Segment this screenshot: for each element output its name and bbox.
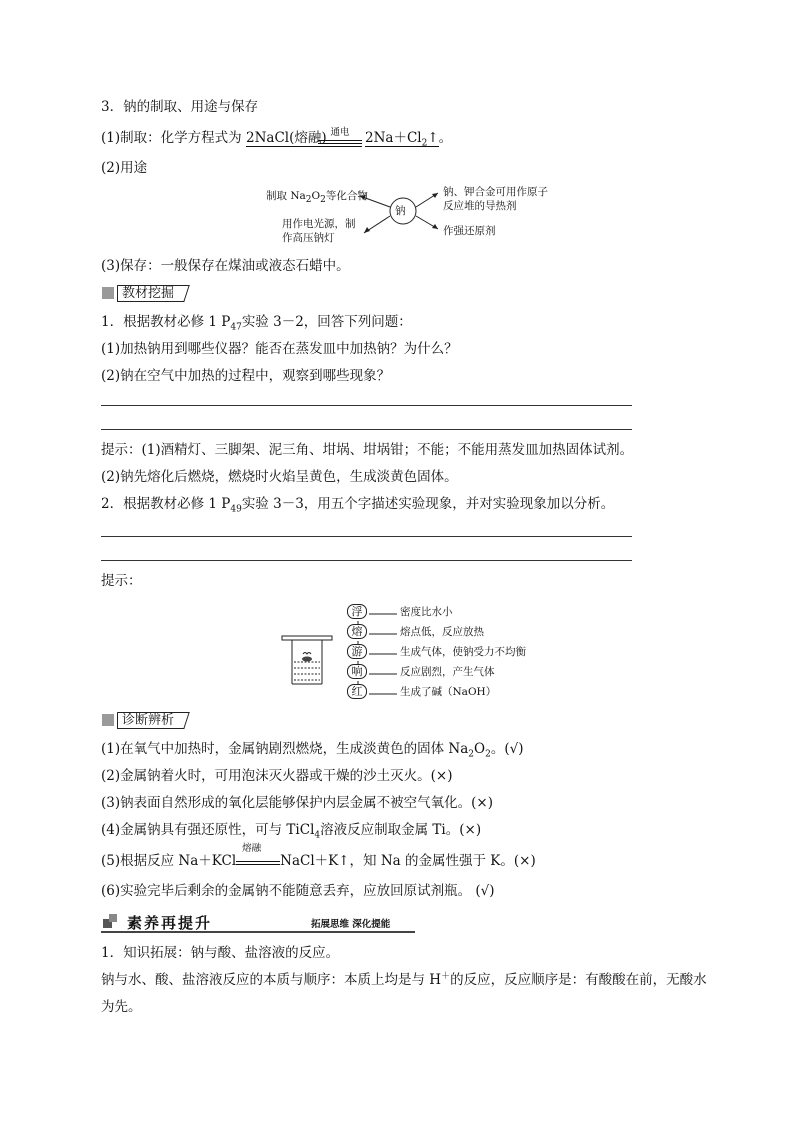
extension-body: 钠与水、酸、盐溶液反应的本质与顺序：本质上均是与 H＋的反应，反应顺序是：有酸酸在前，无酸水 bbox=[101, 971, 707, 988]
answer-line bbox=[101, 429, 632, 430]
phenomenon-desc: 熔点低，反应放热 bbox=[400, 626, 484, 638]
question-1-part-2: (2)钠在空气中加热的过程中，观察到哪些现象？ bbox=[101, 368, 391, 384]
diagnosis-item: (3)钠表面自然形成的氧化层能够保护内层金属不被空气氧化。(×) bbox=[101, 795, 493, 811]
section-tag-diagnosis bbox=[102, 711, 184, 729]
prep-rhs: $2Na+Cl_2↑$。 bbox=[365, 130, 453, 149]
section-banner bbox=[101, 912, 415, 932]
tag-square-icon bbox=[102, 287, 114, 299]
diagnosis-item: (2)金属钠着火时，可用泡沫灭火器或干燥的沙土灭火。(×) bbox=[101, 768, 453, 784]
banner-icon bbox=[103, 914, 117, 928]
diagnosis-item: (4)金属钠具有强还原性，可与 TiCl$_4$溶液反应制取金属 Ti。(×) bbox=[101, 822, 482, 841]
diagram-left-top: 制取 $Na_2O_2$等化合物 bbox=[266, 190, 368, 206]
sodium-piece bbox=[302, 657, 312, 662]
diagram-right-top-2: 反应堆的导热剂 bbox=[443, 200, 517, 212]
section-tag-textbook bbox=[102, 284, 184, 302]
section-heading: 3．钠的制取、用途与保存 bbox=[101, 99, 259, 115]
phenomenon-desc: 密度比水小 bbox=[400, 606, 453, 618]
phenomenon-desc: 生成气体，使钠受力不均衡 bbox=[400, 646, 526, 658]
answer-line bbox=[101, 405, 632, 406]
use-label: (2)用途 bbox=[101, 160, 148, 176]
phenomenon-char: 熔 bbox=[347, 624, 367, 639]
phenomenon-char: 红 bbox=[347, 684, 367, 699]
diagram-left-bottom-1: 用作电光源，制 bbox=[282, 218, 356, 230]
storage-line: (3)保存：一般保存在煤油或液态石蜡中。 bbox=[101, 258, 350, 274]
hint-2-label: 提示： bbox=[101, 573, 142, 589]
question-2: 2．根据教材必修 1 $P_{49}$实验 3－3，用五个字描述实验现象，并对实验现象加以分析。 bbox=[101, 496, 615, 515]
hint-1-part-2: (2)钠先熔化后燃烧，燃烧时火焰呈黄色，生成淡黄色固体。 bbox=[101, 469, 458, 485]
preparation-line bbox=[101, 129, 242, 147]
prep-lhs: 2NaCl(熔融) bbox=[246, 130, 327, 146]
beaker-lid bbox=[282, 636, 332, 640]
melt-condition: 熔融 bbox=[236, 852, 280, 870]
tag-square-icon bbox=[102, 714, 114, 726]
tag-label: 教材挖掘 bbox=[117, 285, 184, 302]
tag-label: 诊断辨析 bbox=[117, 712, 184, 729]
banner-subtitle: 拓展思维 深化提能 bbox=[311, 919, 391, 930]
banner-title: 素养再提升 bbox=[127, 914, 213, 932]
prep-label: (1)制取：化学方程式为 bbox=[101, 130, 242, 146]
phenomenon-desc: 反应剧烈，产生气体 bbox=[400, 666, 495, 678]
answer-line bbox=[101, 560, 632, 561]
extension-body-cont: 为先。 bbox=[101, 999, 142, 1015]
diagram-left-bottom-2: 作高压钠灯 bbox=[282, 232, 335, 244]
diagram-center: 钠 bbox=[395, 205, 406, 217]
diagnosis-item: (1)在氧气中加热时，金属钠剧烈燃烧，生成淡黄色的固体 $Na_2O_2$。(√) bbox=[101, 741, 524, 760]
phenomenon-desc: 生成了碱（NaOH） bbox=[400, 686, 497, 698]
reaction-condition: 通电 bbox=[318, 128, 362, 147]
phenomenon-char: 游 bbox=[347, 644, 367, 659]
answer-line bbox=[101, 536, 632, 537]
question-1: 1．根据教材必修 1 $P_{47}$实验 3－2，回答下列问题： bbox=[101, 314, 412, 333]
phenomenon-char: 浮 bbox=[347, 604, 367, 619]
diagnosis-item: (5)根据反应 Na＋KCl 熔融 NaCl＋K↑，知 Na 的金属性强于 K。(×) bbox=[101, 843, 536, 869]
phenomenon-char: 响 bbox=[347, 664, 367, 679]
hint-1: 提示：(1)酒精灯、三脚架、泥三角、坩埚、坩埚钳；不能；不能用蒸发皿加热固体试剂。 bbox=[101, 442, 634, 458]
extension-heading: 1．知识拓展：钠与酸、盐溶液的反应。 bbox=[101, 945, 340, 961]
diagnosis-item: (6)实验完毕后剩余的金属钠不能随意丢弃，应放回原试剂瓶。 (√) bbox=[101, 883, 495, 899]
diagram-right-bottom: 作强还原剂 bbox=[443, 225, 496, 237]
question-1-part-1: (1)加热钠用到哪些仪器？能否在蒸发皿中加热钠？为什么？ bbox=[101, 341, 458, 357]
diagram-right-top-1: 钠、钾合金可用作原子 bbox=[443, 186, 548, 198]
